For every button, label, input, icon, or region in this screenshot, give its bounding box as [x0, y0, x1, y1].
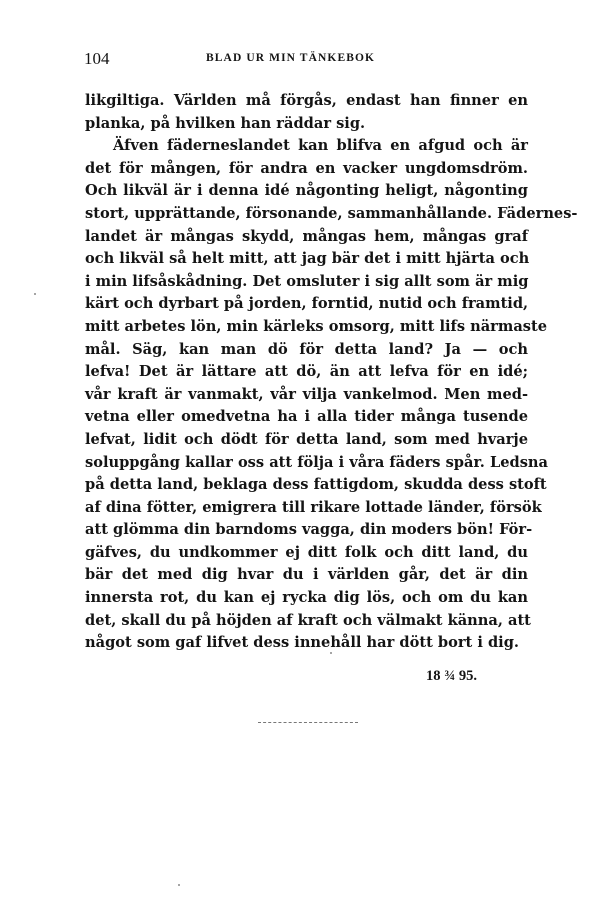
text-line: det, skall du på höjden af kraft och välmakt känna, att — [85, 611, 531, 629]
text-line: gäfves, du undkommer ej ditt folk och ditt land, du — [85, 543, 528, 561]
body-text — [85, 90, 578, 655]
paper-speck — [330, 652, 332, 654]
end-divider — [258, 722, 358, 724]
text-line: vetna eller omedvetna ha i alla tider många tusende — [85, 408, 528, 426]
text-line: vår kraft är vanmakt, vår vilja vankelmod. Men med- — [85, 385, 528, 403]
text-line: lefva! Det är lättare att dö, än att lefva för en idé; — [85, 363, 528, 381]
text-line: på detta land, beklaga dess fattigdom, skudda dess stoft — [85, 476, 547, 494]
text-line: något som gaf lifvet dess innehåll har dött bort i dig. — [85, 634, 520, 652]
text-line: innersta rot, du kan ej rycka dig lös, och om du kan — [85, 589, 528, 607]
text-line: likgiltiga. Världen må förgås, endast han finner en — [85, 92, 528, 109]
text-line: af dina fötter, emigrera till rikare lottade länder, försök — [85, 498, 542, 516]
text-line: Äfven fäderneslandet kan blifva en afgud och är — [113, 137, 528, 155]
text-line: lefvat, lidit och dödt för detta land, som med hvarje — [85, 430, 528, 448]
running-title: BLAD UR MIN TÄNKEBOK — [206, 52, 376, 64]
text-line: landet är mångas skydd, mångas hem, mångas graf — [85, 227, 528, 245]
text-line: stort, upprättande, försonande, sammanhållande. Fädernes- — [85, 204, 578, 222]
text-line: att glömma din barndoms vagga, din moders bön! För- — [85, 521, 533, 539]
page-number: 104 — [84, 49, 110, 68]
text-line: kärt och dyrbart på jorden, forntid, nutid och framtid, — [85, 295, 529, 313]
page-header — [84, 49, 528, 71]
text-line: bär det med dig hvar du i världen går, det är din — [85, 566, 528, 584]
text-line: i min lifsåskådning. Det omsluter i sig allt som är mig — [85, 272, 529, 290]
text-line: planka, på hvilken han räddar sig. — [85, 114, 366, 132]
text-line: mitt arbetes lön, min kärleks omsorg, mitt lifs närmaste — [85, 317, 548, 335]
paper-speck — [34, 293, 36, 295]
date-signature: 18 ¾ 95. — [426, 668, 478, 684]
text-line: mål. Säg, kan man dö för detta land? Ja — och — [85, 340, 528, 358]
text-line: det för mången, för andra en vacker ungdomsdröm. — [85, 159, 528, 177]
paper-speck — [178, 884, 180, 886]
text-line: Och likväl är i denna idé någonting heligt, någonting — [85, 182, 528, 200]
text-line: och likväl så helt mitt, att jag bär det i mitt hjärta och — [85, 250, 530, 268]
text-line: soluppgång kallar oss att följa i våra fäders spår. Ledsna — [85, 453, 549, 471]
